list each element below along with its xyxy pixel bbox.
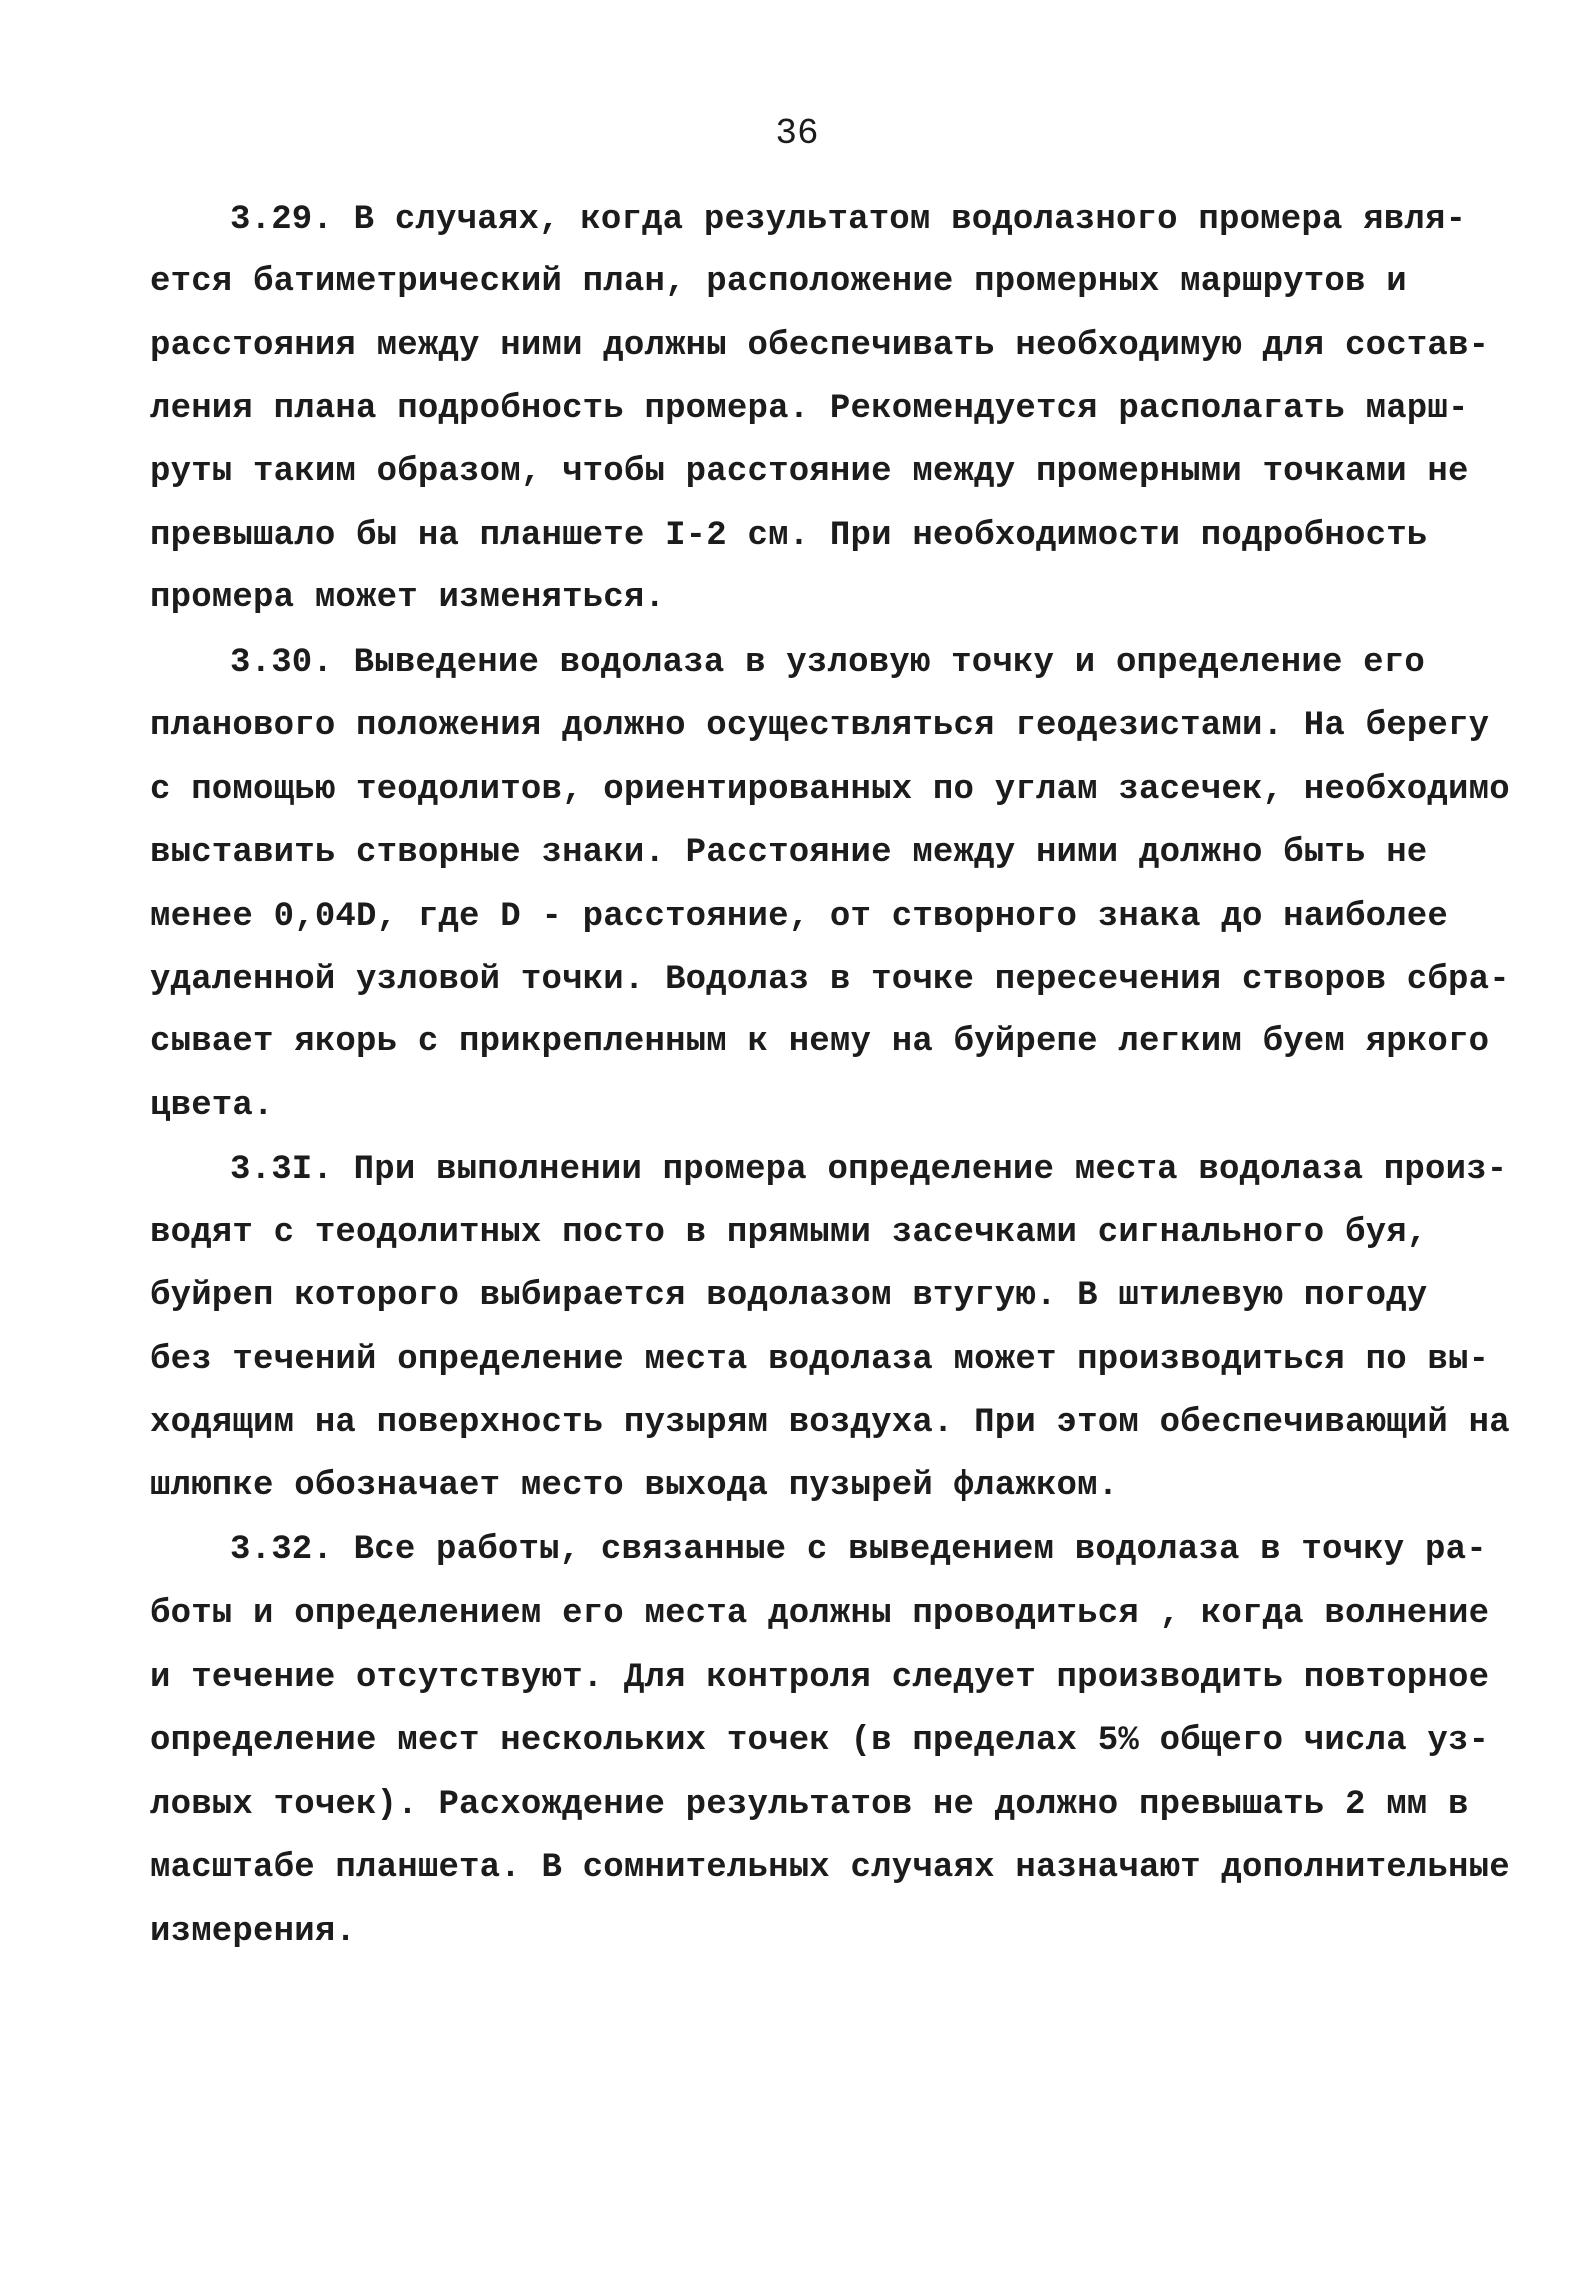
paragraph-3-29-line-5: руты таким образом, чтобы расстояние между промерными точками не [150, 453, 1469, 491]
paragraph-3-32-line-4: определение мест нескольких точек (в пределах 5% общего числа уз- [150, 1722, 1490, 1760]
paragraph-3-29-line-2: ется батиметрический план, расположение промерных маршрутов и [150, 263, 1407, 301]
paragraph-3-30-line-4: выставить створные знаки. Расстояние между ними должно быть не [150, 834, 1428, 872]
paragraph-3-31-line-3: буйреп которого выбирается водолазом втугую. В штилевую погоду [150, 1277, 1428, 1315]
paragraph-3-30-line-7: сывает якорь с прикрепленным к нему на буйрепе легким буем яркого [150, 1023, 1490, 1061]
paragraph-3-32-line-7: измерения. [150, 1913, 357, 1951]
paragraph-3-32-line-1: 3.32. Все работы, связанные с выведением водолаза в точку ра- [230, 1531, 1487, 1569]
paragraph-3-29-line-1: 3.29. В случаях, когда результатом водолазного промера явля- [230, 201, 1467, 239]
paragraph-3-30-line-8: цвета. [150, 1087, 274, 1125]
paragraph-3-29-line-3: расстояния между ними должны обеспечивать необходимую для состав- [150, 327, 1490, 365]
paragraph-3-31-line-2: водят с теодолитных посто в прямыми засечками сигнального буя, [150, 1214, 1428, 1252]
paragraph-3-31-line-1: 3.3I. При выполнении промера определение места водолаза произ- [230, 1151, 1508, 1189]
paragraph-3-31-line-6: шлюпке обозначает место выхода пузырей флажком. [150, 1467, 1119, 1505]
paragraph-3-29-line-6: превышало бы на планшете I-2 см. При необходимости подробность [150, 517, 1428, 555]
paragraph-3-30-line-6: удаленной узловой точки. Водолаз в точке пересечения створов сбра- [150, 961, 1510, 999]
paragraph-3-30-line-2: планового положения должно осуществляться геодезистами. На берегу [150, 707, 1490, 745]
paragraph-3-29-line-4: ления плана подробность промера. Рекомендуется располагать марш- [150, 390, 1469, 428]
paragraph-3-32-line-5: ловых точек). Расхождение результатов не должно превышать 2 мм в [150, 1786, 1469, 1824]
paragraph-3-30-line-5: менее 0,04D, где D - расстояние, от створного знака до наиболее [150, 898, 1449, 936]
paragraph-3-30-line-1: 3.30. Выведение водолаза в узловую точку и определение его [230, 644, 1425, 682]
paragraph-3-32-line-6: масштабе планшета. В сомнительных случаях назначают дополнительные [150, 1849, 1510, 1887]
paragraph-3-30-line-3: с помощью теодолитов, ориентированных по углам засечек, необходимо [150, 771, 1510, 809]
page-number: 36 [775, 113, 819, 154]
paragraph-3-32-line-3: и течение отсутствуют. Для контроля следует производить повторное [150, 1659, 1490, 1697]
paragraph-3-32-line-2: боты и определением его места должны проводиться , когда волнение [150, 1595, 1490, 1633]
paragraph-3-31-line-5: ходящим на поверхность пузырям воздуха. При этом обеспечивающий на [150, 1404, 1510, 1442]
paragraph-3-31-line-4: без течений определение места водолаза может производиться по вы- [150, 1341, 1490, 1379]
paragraph-3-29-line-7: промера может изменяться. [150, 579, 666, 617]
